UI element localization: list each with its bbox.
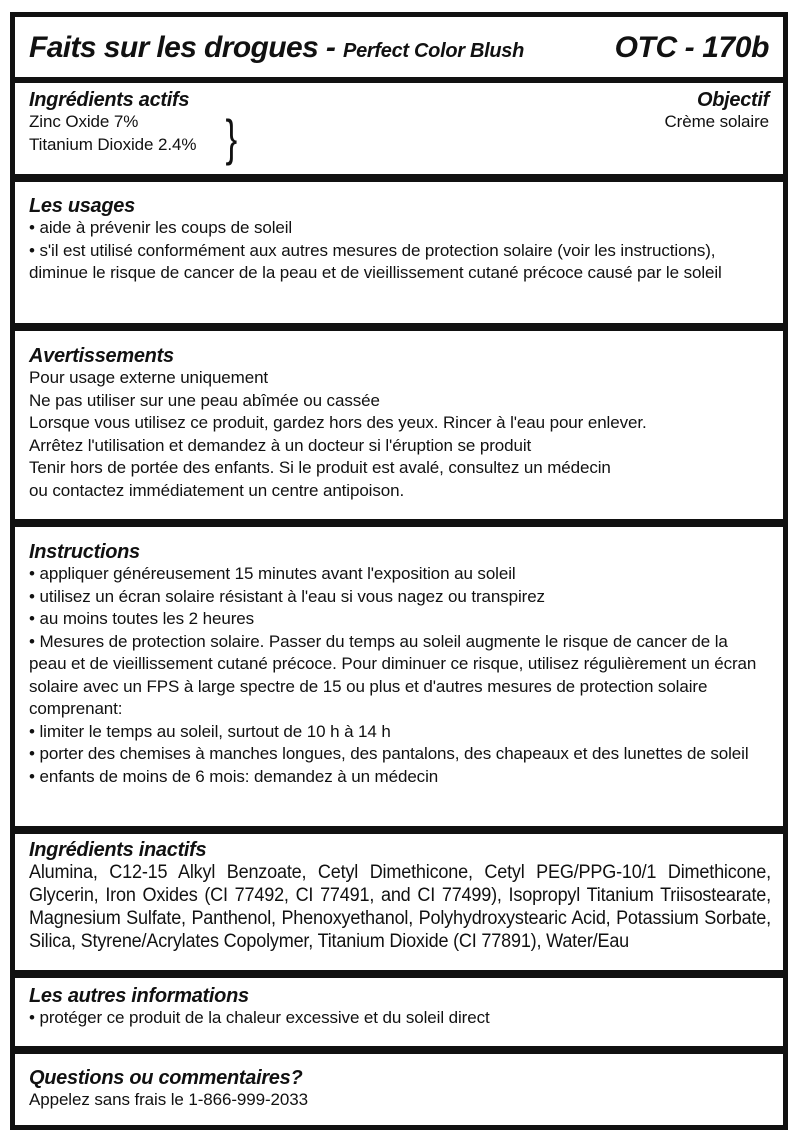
divider bbox=[15, 1046, 783, 1054]
list-item: Ne pas utiliser sur une peau abîmée ou cassée bbox=[29, 390, 380, 410]
divider bbox=[15, 826, 783, 834]
purpose-value: Crème solaire bbox=[664, 112, 769, 131]
title-text: Faits sur les drogues - bbox=[29, 31, 336, 64]
questions-heading: Questions ou commentaires? bbox=[29, 1067, 303, 1089]
list-item: • Mesures de protection solaire. Passer du temps au soleil augmente le risque de cancer de la peau et de vieillissement cutané précoce. Pour diminuer ce risque, utilisez régulièrement un écran solaire avec un FPS à large spectre de 15 ou plus et d'autres mesures de protection solaire comprenant: bbox=[29, 631, 769, 721]
list-item: • s'il est utilisé conformément aux autres mesures de protection solaire (voir les instructions), diminue le risque de cancer de la peau et de vieillissement cutané précoce causé par le soleil bbox=[29, 240, 769, 285]
list-item: Tenir hors de portée des enfants. Si le produit est avalé, consultez un médecin bbox=[29, 458, 611, 477]
product-code: OTC - 170b bbox=[614, 31, 769, 64]
active-ingredient-2: Titanium Dioxide 2.4% bbox=[29, 134, 197, 154]
other-info-list bbox=[29, 1007, 769, 1030]
uses-section bbox=[15, 195, 783, 285]
list-item: Pour usage externe uniquement bbox=[29, 368, 269, 387]
directions-heading: Instructions bbox=[29, 541, 140, 563]
brace-icon: } bbox=[225, 110, 238, 166]
divider bbox=[15, 174, 783, 182]
product-name: Perfect Color Blush bbox=[343, 40, 525, 62]
inactive-ingredients-section bbox=[15, 839, 783, 953]
purpose-heading: Objectif bbox=[696, 89, 769, 111]
drug-facts-label bbox=[10, 12, 788, 1130]
questions-section bbox=[15, 1067, 783, 1112]
list-item: • protéger ce produit de la chaleur excessive et du soleil direct bbox=[29, 1007, 769, 1030]
list-item: • aide à prévenir les coups de soleil bbox=[29, 217, 769, 240]
inactive-ingredients-text: Alumina, C12-15 Alkyl Benzoate, Cetyl Dimethicone, Cetyl PEG/PPG-10/1 Dimethicone, Glycerin, Iron Oxides (CI 77492, CI 77491, and CI 77499), Isopropyl Titanium Triisostearate, Magnesium Sulfate, Panthenol, Phenoxyethanol, Polyhydroxystearic Acid, Potassium Sorbate, Silica, Styrene/Acrylates Copolymer, Titanium Dioxide (CI 77891), Water/Eau bbox=[29, 862, 771, 952]
warnings-section bbox=[15, 345, 783, 502]
divider bbox=[15, 970, 783, 978]
list-item: • au moins toutes les 2 heures bbox=[29, 608, 769, 631]
list-item: ou contactez immédiatement un centre antipoison. bbox=[29, 480, 405, 500]
other-info-section bbox=[15, 985, 783, 1030]
uses-heading: Les usages bbox=[29, 195, 135, 217]
active-ingredients-heading: Ingrédients actifs bbox=[29, 89, 190, 111]
warnings-heading: Avertissements bbox=[29, 345, 174, 367]
directions-list bbox=[29, 563, 769, 788]
list-item: Arrêtez l'utilisation et demandez à un docteur si l'éruption se produit bbox=[29, 435, 532, 455]
list-item: • limiter le temps au soleil, surtout de 10 h à 14 h bbox=[29, 721, 769, 744]
other-info-heading: Les autres informations bbox=[29, 985, 249, 1007]
questions-phone: Appelez sans frais le 1-866-999-2033 bbox=[29, 1090, 308, 1109]
list-item: • utilisez un écran solaire résistant à l'eau si vous nagez ou transpirez bbox=[29, 586, 769, 609]
list-item: • enfants de moins de 6 mois: demandez à un médecin bbox=[29, 766, 769, 789]
active-ingredient-1: Zinc Oxide 7% bbox=[29, 112, 139, 131]
directions-section bbox=[15, 541, 783, 788]
active-ingredients-section bbox=[15, 89, 783, 185]
uses-list bbox=[29, 217, 769, 285]
divider bbox=[15, 77, 783, 83]
list-item: • appliquer généreusement 15 minutes avant l'exposition au soleil bbox=[29, 563, 769, 586]
list-item: Lorsque vous utilisez ce produit, gardez hors des yeux. Rincer à l'eau pour enlever. bbox=[29, 413, 647, 432]
divider bbox=[15, 323, 783, 331]
inactive-ingredients-heading: Ingrédients inactifs bbox=[29, 839, 207, 861]
warnings-list bbox=[29, 367, 769, 502]
divider bbox=[15, 519, 783, 527]
list-item: • porter des chemises à manches longues, des pantalons, des chapeaux et des lunettes de soleil bbox=[29, 743, 769, 766]
